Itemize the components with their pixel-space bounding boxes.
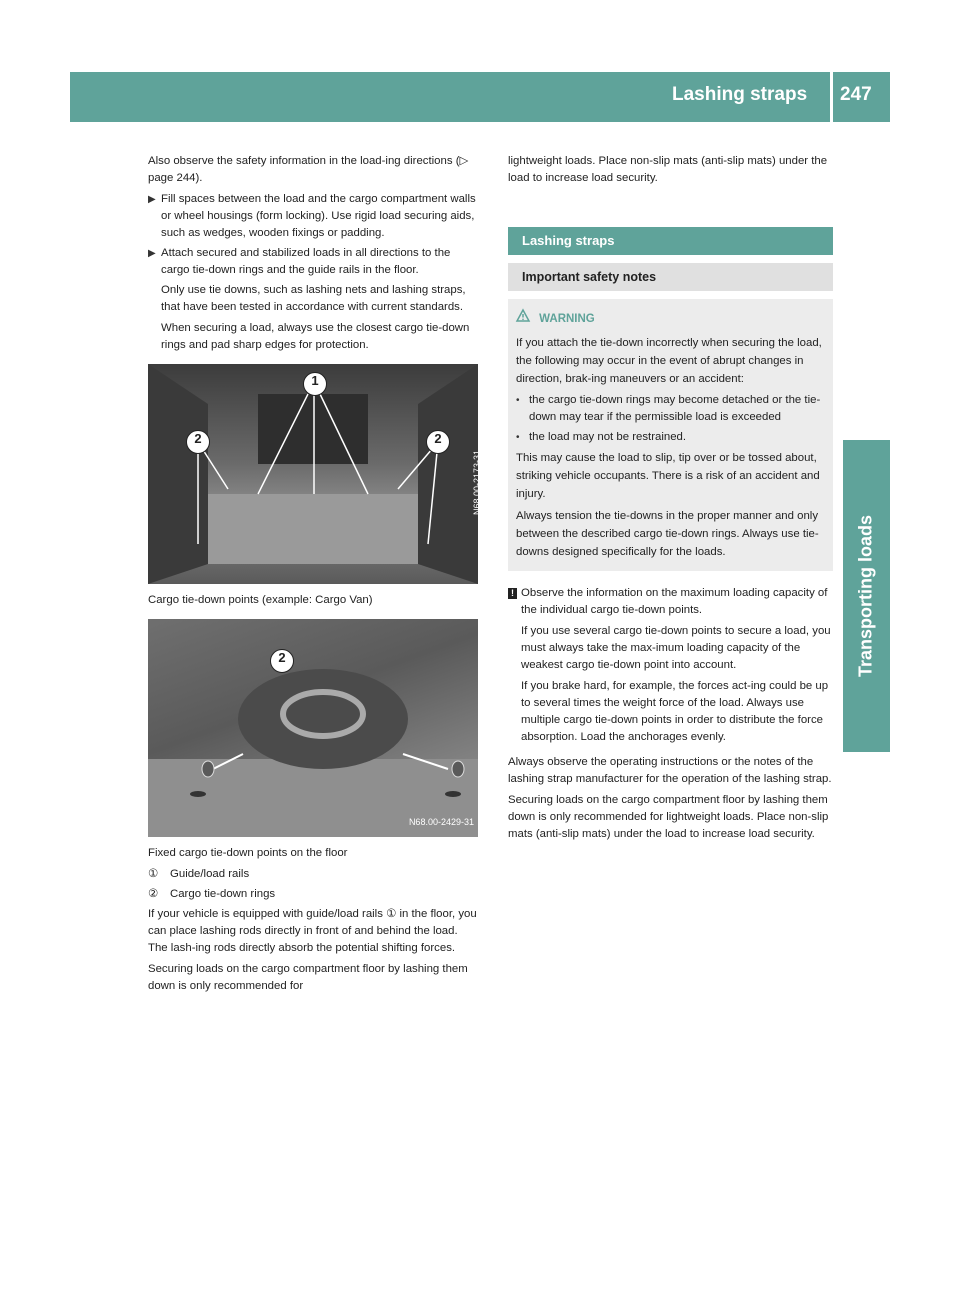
figure-code: N68.00-2173-31 xyxy=(471,449,482,516)
callout-marker: 2 xyxy=(270,649,294,673)
instruction-item xyxy=(148,245,478,279)
header-divider xyxy=(830,72,833,122)
body-paragraph: If your vehicle is equipped with guide/load rails ① in the floor, you can place lashing rods directly in front of and behind the load. The lash-ing rods directly absorb the potential shifting forces. xyxy=(148,908,477,954)
callout-marker: 2 xyxy=(426,430,450,454)
warning-consequence: This may cause the load to slip, tip over or be tossed about, striking vehicle occupants. There is a risk of an accident and injury. xyxy=(516,452,820,500)
continuation-text: lightweight loads. Place non-slip mats (anti-slip mats) under the load to increase load security. xyxy=(508,155,828,184)
body-paragraph: Securing loads on the cargo compartment floor by lashing them down is only recommended for lightweight loads. Place non-slip mats (anti-slip mats) under the load to increase load security. xyxy=(508,794,829,840)
tie-down-ring-figure xyxy=(148,619,478,837)
left-wall xyxy=(148,364,208,584)
subsection-heading: Important safety notes xyxy=(508,263,833,291)
note-icon: ! xyxy=(508,585,521,750)
instruction-detail: When securing a load, always use the closest cargo tie-down rings and pad sharp edges for protection. xyxy=(161,322,470,351)
instruction-text: Attach secured and stabilized loads in all directions to the cargo tie-down rings and the guide rails in the floor. xyxy=(161,247,451,276)
figure-caption: Cargo tie-down points (example: Cargo Van) xyxy=(148,594,373,606)
instruction-detail: Only use tie downs, such as lashing nets and lashing straps, that have been tested in accordance with current standards. xyxy=(161,284,466,313)
figure-code: N68.00-2429-31 xyxy=(408,817,474,827)
warning-bullet-text: the cargo tie-down rings may become detached or the tie-down may tear if the permissible load is exceeded xyxy=(529,394,821,423)
section-heading: Lashing straps xyxy=(508,227,833,255)
legend-label: Guide/load rails xyxy=(170,868,250,880)
warning-triangle-icon xyxy=(516,309,530,322)
figure-caption: Fixed cargo tie-down points on the floor xyxy=(148,847,348,859)
body-paragraph: Always observe the operating instructions or the notes of the lashing strap manufacturer for the operation of the lashing strap. xyxy=(508,756,832,785)
cargo-floor xyxy=(178,494,448,564)
legend-label: Cargo tie-down rings xyxy=(170,888,276,900)
page-title: Lashing straps xyxy=(672,84,808,105)
warning-header xyxy=(516,309,825,328)
callout-marker: 2 xyxy=(186,430,210,454)
legend-number: ② xyxy=(148,888,159,900)
note-paragraph: If you use several cargo tie-down points to secure a load, you must always take the max-imum loading capacity of the weakest cargo tie-down point into account. xyxy=(521,625,831,671)
bullet-dot-icon: • xyxy=(516,432,520,443)
tie-down-ring-small xyxy=(452,761,464,777)
instruction-item xyxy=(148,191,478,242)
callout-marker: 1 xyxy=(303,372,327,396)
warning-bullet xyxy=(516,392,825,426)
body-paragraph: Securing loads on the cargo compartment floor by lashing them down is only recommended for xyxy=(148,963,468,992)
right-column xyxy=(508,153,833,847)
warning-bullet-text: the load may not be restrained. xyxy=(529,431,687,443)
floor-fastener xyxy=(190,791,206,797)
triangle-bullet-icon: ▶ xyxy=(148,194,156,205)
left-column xyxy=(148,153,482,999)
legend-item xyxy=(148,866,478,883)
warning-intro: If you attach the tie-down incorrectly when securing the load, the following may occur in the event of abrupt changes in direction, brak-ing maneuvers or an accident: xyxy=(516,337,822,385)
note-block xyxy=(508,585,833,750)
bullet-dot-icon: • xyxy=(516,395,520,406)
triangle-bullet-icon: ▶ xyxy=(148,248,156,259)
cargo-floor-illustration xyxy=(148,364,478,584)
warning-bullet xyxy=(516,429,825,446)
legend-number: ① xyxy=(148,868,159,880)
note-paragraph: Observe the information on the maximum loading capacity of the individual cargo tie-down points. xyxy=(521,587,828,616)
warning-instruction: Always tension the tie-downs in the proper manner and only between the described cargo tie-down rings. Always use tie-downs designed specifically for the loads. xyxy=(516,510,819,558)
warning-box xyxy=(508,299,833,571)
instruction-text: Fill spaces between the load and the cargo compartment walls or wheel housings (form locking). Use rigid load securing aids, such as wedges, wooden fixings or padding. xyxy=(161,193,476,239)
warning-heading: WARNING xyxy=(539,313,595,325)
tie-down-ring-small xyxy=(202,761,214,777)
cargo-van-figure xyxy=(148,364,482,584)
bulkhead xyxy=(258,394,368,464)
intro-text: Also observe the safety information in the load-ing directions (▷ page 244). xyxy=(148,155,469,184)
floor-fastener xyxy=(445,791,461,797)
page-number: 247 xyxy=(840,84,872,105)
note-paragraph: If you brake hard, for example, the forces act-ing could be up to several times the weight force of the load. Always use multiple cargo tie-down points in order to distribute the force absorption. Load the anchorages evenly. xyxy=(521,680,829,743)
legend-item xyxy=(148,886,478,903)
ring-recess xyxy=(238,669,408,769)
side-tab-label: Transporting loads xyxy=(855,514,876,678)
tie-down-ring-illustration xyxy=(148,619,478,837)
